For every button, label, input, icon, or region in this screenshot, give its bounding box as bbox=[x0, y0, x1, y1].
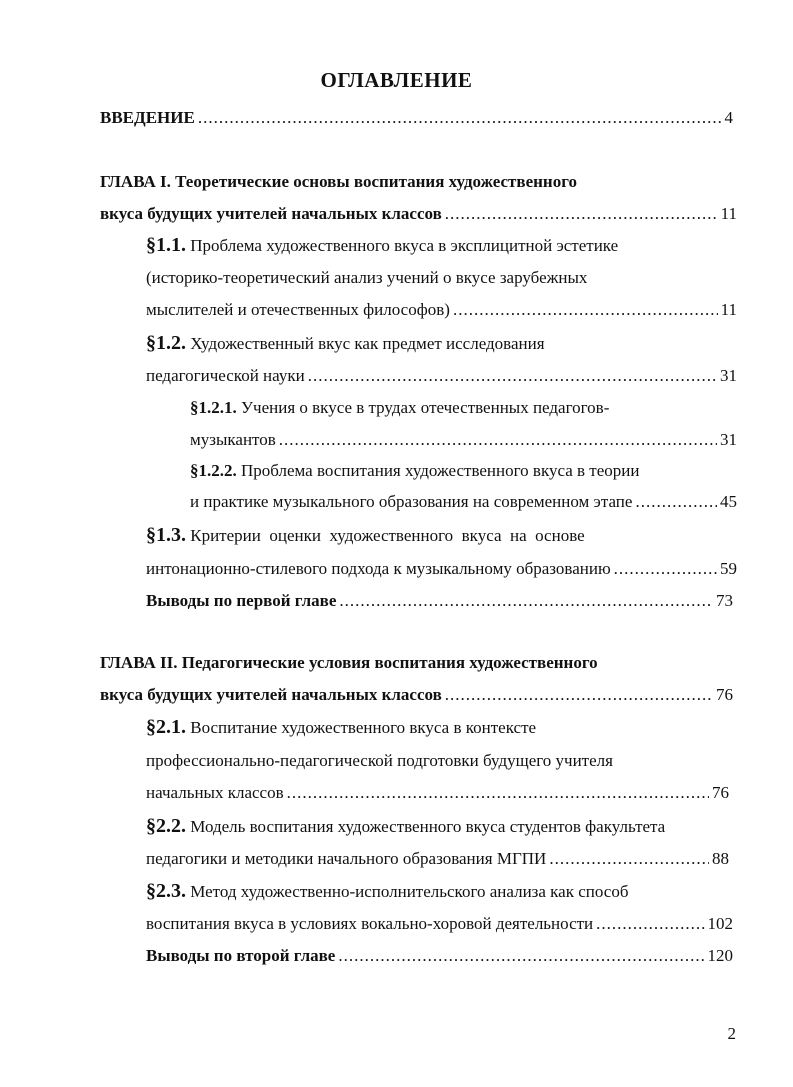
toc-entry-label: воспитания вкуса в условиях вокально-хоровой деятельности bbox=[146, 914, 594, 933]
toc-entry-section-2-3[interactable] bbox=[146, 914, 733, 934]
toc-leader-dots bbox=[198, 108, 722, 128]
toc-page-number: 102 bbox=[707, 914, 733, 933]
toc-entry-section-1-2-2[interactable] bbox=[190, 492, 737, 512]
toc-leader-dots bbox=[614, 559, 717, 579]
section-number: §1.3. bbox=[146, 524, 186, 546]
section-2-3-line1 bbox=[146, 881, 629, 902]
section-text: Метод художественно-исполнительского анализа как способ bbox=[190, 882, 629, 901]
toc-entry-label: и практике музыкального образования на современном этапе bbox=[190, 492, 633, 511]
toc-leader-dots bbox=[339, 591, 713, 611]
toc-page-number: 76 bbox=[716, 685, 733, 704]
section-1-3-line1 bbox=[146, 525, 585, 546]
toc-entry-intro[interactable] bbox=[100, 108, 733, 128]
toc-page-number: 11 bbox=[720, 204, 737, 223]
toc-entry-section-1-2[interactable] bbox=[146, 366, 737, 386]
section-number: §1.2.1. bbox=[190, 398, 237, 417]
toc-entry-label: педагогики и методики начального образования МГПИ bbox=[146, 849, 547, 868]
section-number: §2.2. bbox=[146, 815, 186, 837]
section-number: §1.1. bbox=[146, 234, 186, 256]
toc-page-number: 31 bbox=[720, 430, 737, 449]
section-1-1-line2: (историко-теоретический анализ учений о вкусе зарубежных bbox=[146, 268, 588, 287]
section-2-1-line1 bbox=[146, 717, 536, 738]
toc-page-number: 11 bbox=[720, 300, 737, 319]
page-number: 2 bbox=[727, 1024, 736, 1043]
chapter-1-heading: ГЛАВА I. Теоретические основы воспитания художественного bbox=[100, 172, 577, 191]
toc-leader-dots bbox=[596, 914, 704, 934]
toc-entry-label: интонационно-стилевого подхода к музыкальному образованию bbox=[146, 559, 611, 578]
toc-page-number: 120 bbox=[707, 946, 733, 965]
toc-entry-label: Выводы по второй главе bbox=[146, 946, 336, 965]
toc-entry-label: Выводы по первой главе bbox=[146, 591, 337, 610]
section-text: Воспитание художественного вкуса в контексте bbox=[190, 718, 537, 737]
toc-entry-section-2-2[interactable] bbox=[146, 849, 729, 869]
toc-page-number: 88 bbox=[712, 849, 729, 868]
section-text: Критерии оценки художественного вкуса на основе bbox=[190, 526, 585, 545]
toc-entry-section-1-2-1[interactable] bbox=[190, 430, 737, 450]
chapter-2-heading: ГЛАВА II. Педагогические условия воспитания художественного bbox=[100, 653, 598, 672]
toc-entry-label: начальных классов bbox=[146, 783, 284, 802]
toc-leader-dots bbox=[549, 849, 709, 869]
section-number: §1.2.2. bbox=[190, 461, 237, 480]
toc-entry-conclusions-1[interactable] bbox=[146, 591, 733, 611]
toc-entry-section-1-1[interactable] bbox=[146, 300, 737, 320]
toc-leader-dots bbox=[453, 300, 718, 320]
section-text: Проблема воспитания художественного вкуса в теории bbox=[241, 461, 640, 480]
toc-leader-dots bbox=[338, 946, 704, 966]
section-text: Проблема художественного вкуса в эксплицитной эстетике bbox=[190, 236, 619, 255]
toc-leader-dots bbox=[279, 430, 717, 450]
toc-entry-label: мыслителей и отечественных философов) bbox=[146, 300, 450, 319]
toc-title: ОГЛАВЛЕНИЕ bbox=[320, 68, 473, 92]
toc-entry-label: ВВЕДЕНИЕ bbox=[100, 108, 195, 127]
section-1-1-line1 bbox=[146, 235, 618, 256]
toc-leader-dots bbox=[308, 366, 717, 386]
toc-entry-chapter-2[interactable] bbox=[100, 685, 733, 705]
toc-page-number: 4 bbox=[724, 108, 733, 127]
section-number: §1.2. bbox=[146, 332, 186, 354]
toc-leader-dots bbox=[635, 492, 717, 512]
toc-leader-dots bbox=[445, 204, 718, 224]
section-1-2-2-line1 bbox=[190, 461, 639, 481]
section-text: Учения о вкусе в трудах отечественных педагогов- bbox=[241, 398, 610, 417]
section-text: Художественный вкус как предмет исследования bbox=[190, 334, 545, 353]
toc-entry-section-1-3[interactable] bbox=[146, 559, 737, 579]
toc-page-number: 73 bbox=[716, 591, 733, 610]
toc-entry-chapter-1[interactable] bbox=[100, 204, 737, 224]
toc-entry-label: вкуса будущих учителей начальных классов bbox=[100, 685, 442, 704]
toc-entry-label: музыкантов bbox=[190, 430, 276, 449]
toc-entry-label: вкуса будущих учителей начальных классов bbox=[100, 204, 442, 223]
section-number: §2.3. bbox=[146, 880, 186, 902]
toc-leader-dots bbox=[287, 783, 709, 803]
section-number: §2.1. bbox=[146, 716, 186, 738]
toc-entry-conclusions-2[interactable] bbox=[146, 946, 733, 966]
toc-page-number: 31 bbox=[720, 366, 737, 385]
section-text: Модель воспитания художественного вкуса студентов факультета bbox=[190, 817, 666, 836]
toc-page-number: 45 bbox=[720, 492, 737, 511]
section-1-2-line1 bbox=[146, 333, 545, 354]
section-2-2-line1 bbox=[146, 816, 665, 837]
toc-entry-label: педагогической науки bbox=[146, 366, 305, 385]
toc-page-number: 59 bbox=[720, 559, 737, 578]
section-1-2-1-line1 bbox=[190, 398, 609, 418]
toc-leader-dots bbox=[445, 685, 713, 705]
toc-page-number: 76 bbox=[712, 783, 729, 802]
toc-entry-section-2-1[interactable] bbox=[146, 783, 729, 803]
section-2-1-line2: профессионально-педагогической подготовки будущего учителя bbox=[146, 751, 613, 770]
